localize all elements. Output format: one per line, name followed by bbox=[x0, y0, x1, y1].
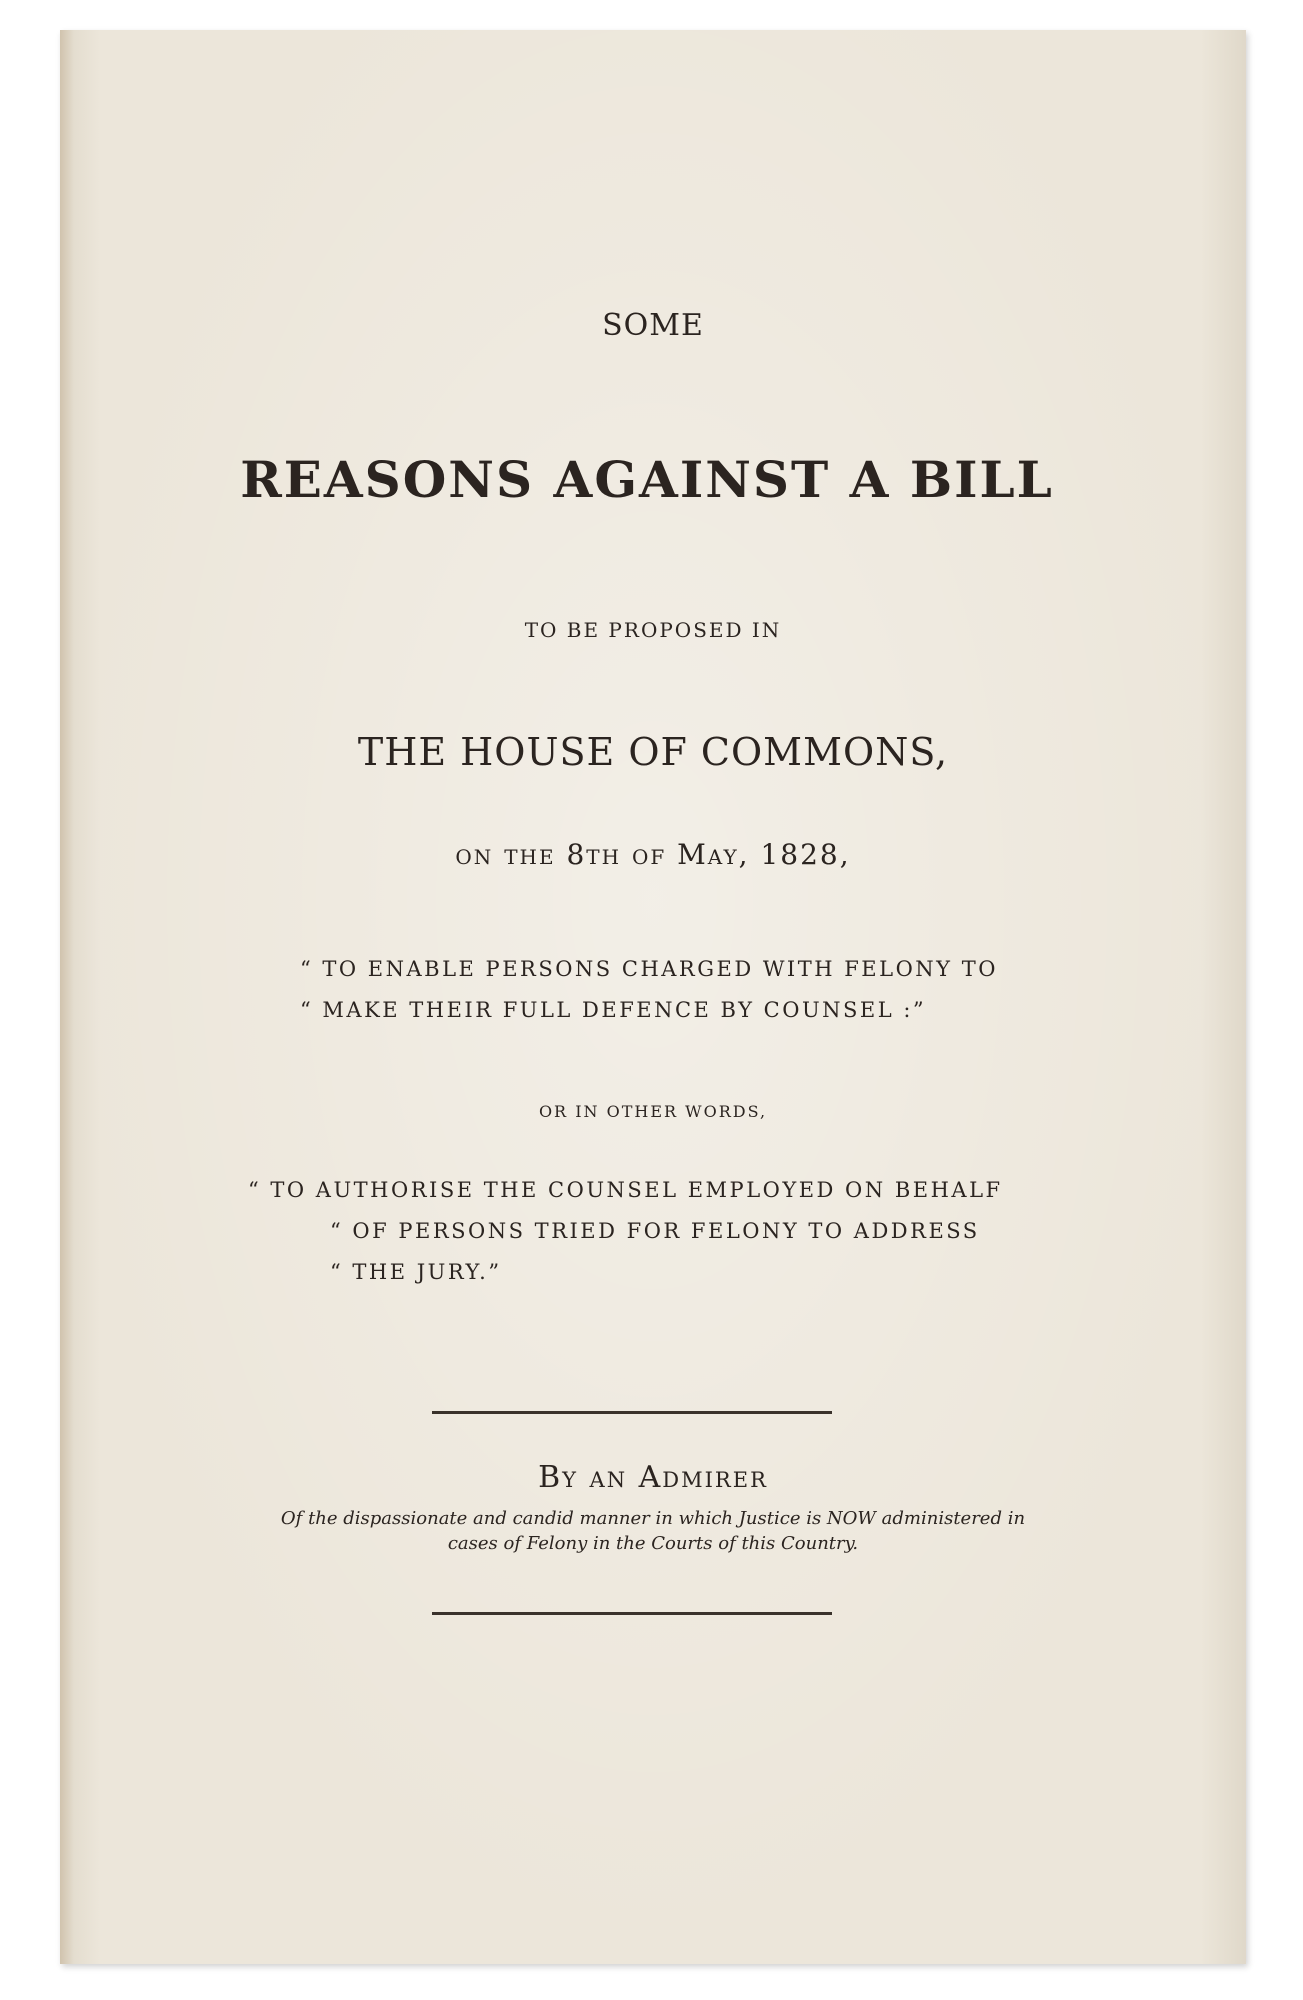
author-description-line-1: Of the dispassionate and candid manner in which Justice is NOW administered in bbox=[280, 1508, 1026, 1529]
bottom-divider-rule bbox=[432, 1612, 832, 1615]
house-of-commons-heading: THE HOUSE OF COMMONS, bbox=[357, 730, 949, 774]
top-divider-rule bbox=[432, 1411, 832, 1414]
main-title: REASONS AGAINST A BILL bbox=[240, 450, 1054, 509]
paraphrase-quote-line-2: “ OF PERSONS TRIED FOR FELONY TO ADDRESS bbox=[330, 1219, 980, 1243]
pamphlet-page bbox=[60, 30, 1246, 1964]
bill-quote-line-1: “ TO ENABLE PERSONS CHARGED WITH FELONY TO bbox=[300, 957, 998, 981]
date-line: on the 8th of May, 1828, bbox=[455, 838, 851, 871]
paraphrase-quote-line-1: “ TO AUTHORISE THE COUNSEL EMPLOYED ON BEHALF bbox=[248, 1178, 1003, 1202]
bill-quote-line-2: “ MAKE THEIR FULL DEFENCE BY COUNSEL :” bbox=[300, 998, 927, 1022]
author-description bbox=[60, 1506, 1246, 1556]
proposed-in-line: TO BE PROPOSED IN bbox=[524, 618, 782, 642]
other-words-line: OR IN OTHER WORDS, bbox=[538, 1102, 768, 1121]
author-description-line-2: cases of Felony in the Courts of this Country. bbox=[447, 1533, 859, 1554]
title-prefix: SOME bbox=[602, 308, 704, 343]
author-line: By an Admirer bbox=[538, 1460, 768, 1495]
paraphrase-quote-line-3: “ THE JURY.” bbox=[330, 1260, 502, 1284]
